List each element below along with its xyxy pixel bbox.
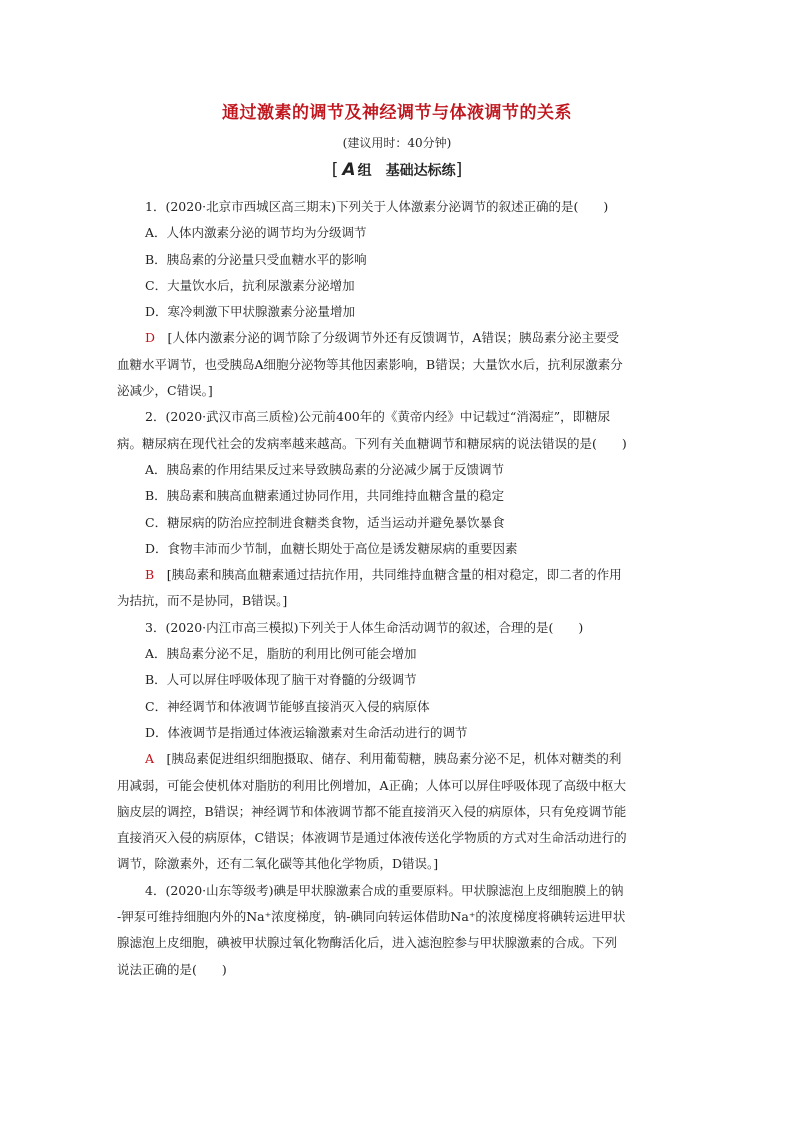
option-b: B．人可以屏住呼吸体现了脑干对脊髓的分级调节 [145,672,417,688]
group-letter: A [342,160,356,180]
explanation-line: 脑皮层的调控，B错误；神经调节和体液调节都不能直接消灭入侵的病原体，只有免疫调节能 [117,803,627,819]
option-a: A．人体内激素分泌的调节均为分级调节 [145,225,367,241]
question-stem-line: 腺滤泡上皮细胞，碘被甲状腺过氧化物酶活化后，进入滤泡腔参与甲状腺激素的合成。下列 [117,935,618,951]
question-stem: 4．(2020·山东等级考)碘是甲状腺激素合成的重要原料。甲状腺滤泡上皮细胞膜上的钠 [145,882,624,898]
question-2 [117,404,687,614]
answer-letter: D [145,330,156,346]
explanation-line: 直接消灭入侵的病原体，C错误；体液调节是通过体液传送化学物质的方式对生命活动进行的 [117,830,627,846]
question-3 [117,615,687,878]
answer-letter: A [145,751,155,767]
answer-explanation [117,746,687,772]
question-list [117,194,687,983]
option-d: D．体液调节是指通过体液运输激素对生命活动进行的调节 [145,724,468,740]
option-d: D．寒冷刺激下甲状腺激素分泌量增加 [145,304,356,320]
question-stem: 3．(2020·内江市高三模拟)下列关于人体生命活动调节的叙述，合理的是( ) [145,619,584,635]
option-a: A．胰岛素的作用结果反过来导致胰岛素的分泌减少属于反馈调节 [145,461,505,477]
question-stem-line: 说法正确的是( ) [117,961,227,977]
explanation-line: 调节，除激素外，还有二氧化碳等其他化学物质，D错误。] [117,856,439,872]
option-c: C．大量饮水后，抗利尿激素分泌增加 [145,277,355,293]
group-label: 组 基础达标练 [357,163,456,179]
question-4 [117,878,687,983]
question-stem-line: -钾泵可维持细胞内外的Na⁺浓度梯度，钠-碘同向转运体借助Na⁺的浓度梯度将碘转运进甲状 [117,909,626,925]
explanation-line: 为拮抗，而不是协同，B错误。] [117,593,288,609]
explanation-text: [胰岛素促进组织细胞摄取、储存、利用葡萄糖，胰岛素分泌不足，机体对糖类的利 [166,751,622,767]
option-c: C．糖尿病的防治应控制进食糖类食物，适当运动并避免暴饮暴食 [145,514,505,530]
explanation-text: [人体内激素分泌的调节除了分级调节外还有反馈调节，A错误；胰岛素分泌主要受 [167,330,619,346]
answer-explanation [117,325,687,351]
option-c: C．神经调节和体液调节能够直接消灭入侵的病原体 [145,698,430,714]
question-stem: 1．(2020·北京市西城区高三期末)下列关于人体激素分泌调节的叙述正确的是( ) [145,199,609,214]
question-stem: 2．(2020·武汉市高三质检)公元前400年的《黄帝内经》中记载过“消渴症”，即糖尿 [145,409,611,425]
explanation-text: [胰岛素和胰高血糖素通过拮抗作用，共同维持血糖含量的相对稳定，即二者的作用 [166,567,622,583]
suggested-time: (建议用时：40分钟) [342,136,452,150]
group-bracket-open: [ [331,160,339,180]
group-header [0,160,794,180]
option-d: D．食物丰沛而少节制，血糖长期处于高位是诱发糖尿病的重要因素 [145,540,518,556]
question-stem-line: 病。糖尿病在现代社会的发病率越来越高。下列有关血糖调节和糖尿病的说法错误的是( ) [117,435,627,451]
answer-letter: B [145,567,155,583]
question-1 [117,194,687,404]
answer-explanation [117,562,687,588]
option-b: B．胰岛素的分泌量只受血糖水平的影响 [145,251,367,267]
option-a: A．胰岛素分泌不足，脂肪的利用比例可能会增加 [145,646,417,662]
explanation-line: 泌减少，C错误。] [117,383,213,399]
page-title: 通过激素的调节及神经调节与体液调节的关系 [222,103,572,123]
group-bracket-close: ] [455,160,463,180]
explanation-line: 用减弱，可能会使机体对脂肪的利用比例增加，A正确；人体可以屏住呼吸体现了高级中枢大 [117,777,627,793]
option-b: B．胰岛素和胰高血糖素通过协同作用，共同维持血糖含量的稳定 [145,488,505,504]
explanation-line: 血糖水平调节，也受胰岛A细胞分泌物等其他因素影响，B错误；大量饮水后，抗利尿激素分 [117,356,623,372]
